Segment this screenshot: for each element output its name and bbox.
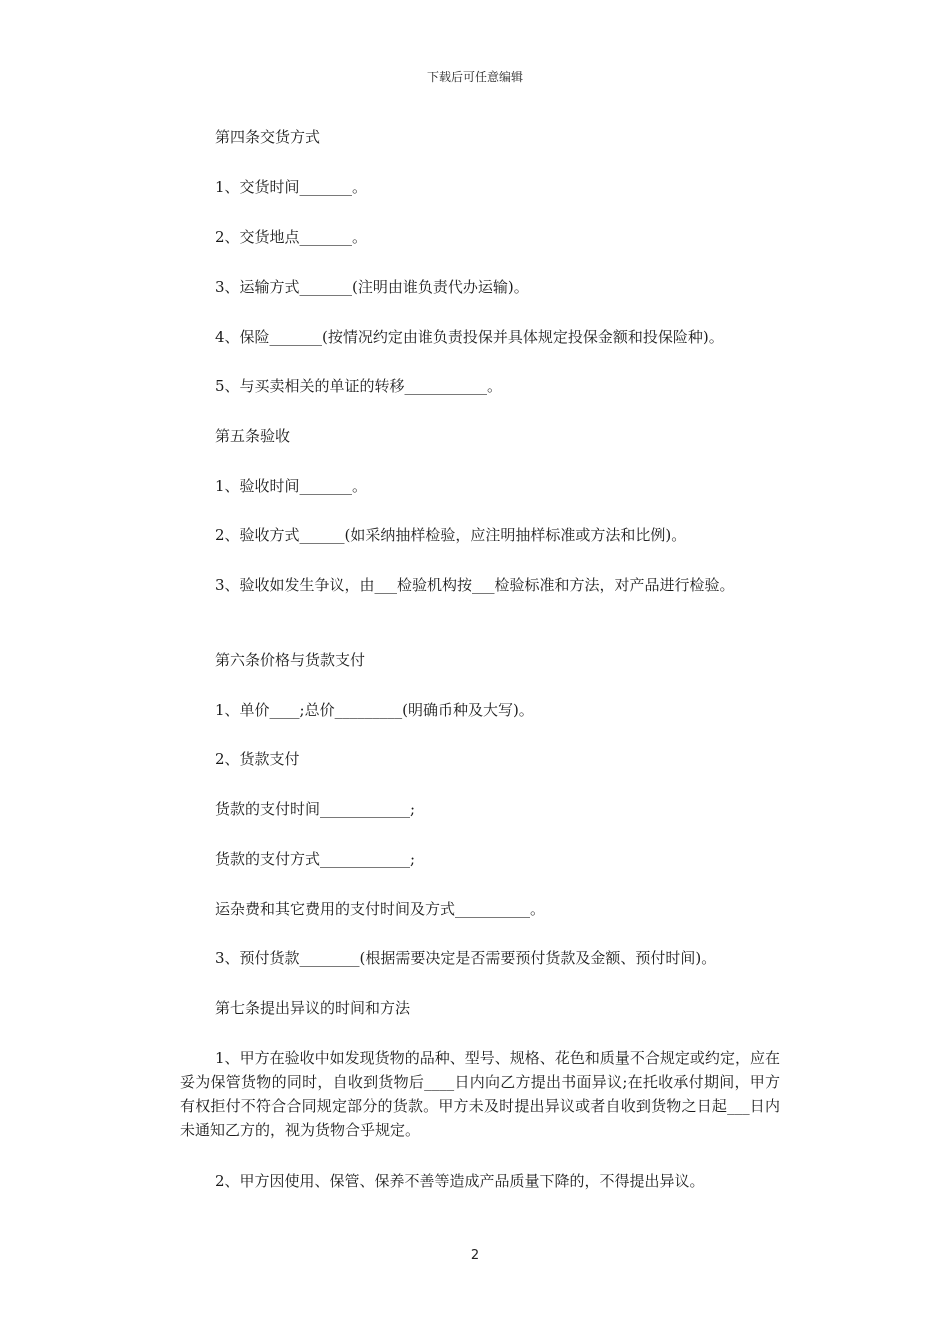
article-5-item-3: 3、验收如发生争议，由___检验机构按___检验标准和方法，对产品进行检验。 xyxy=(215,576,735,594)
article-4-item-1: 1、交货时间_______。 xyxy=(215,178,368,196)
page-number: 2 xyxy=(470,1248,480,1263)
article-4-item-2: 2、交货地点_______。 xyxy=(215,228,368,246)
article-4-item-3: 3、运输方式_______(注明由谁负责代办运输)。 xyxy=(215,278,529,296)
article-6-item-2: 2、货款支付 xyxy=(215,750,300,768)
article-7-item-1: 1、甲方在验收中如发现货物的品种、型号、规格、花色和质量不合规定或约定，应在妥为保管货物的同时，自收到货物后____日内向乙方提出书面异议;在托收承付期间，甲方有权拒付不符合合同规定部分的货款。甲方未及时提出异议或者自收到货物之日起___日内未通知乙方的，视为货物合乎规定。 xyxy=(180,1049,780,1139)
article-4-title: 第四条交货方式 xyxy=(215,128,321,146)
article-4-item-4: 4、保险_______(按情况约定由谁负责投保并具体规定投保金额和投保险种)。 xyxy=(215,328,724,346)
article-6-item-2a: 货款的支付时间____________; xyxy=(215,800,416,818)
article-6-item-1: 1、单价____;总价_________(明确币种及大写)。 xyxy=(215,701,534,719)
article-7-title: 第七条提出异议的时间和方法 xyxy=(215,999,411,1017)
article-6-item-3: 3、预付货款________(根据需要决定是否需要预付货款及金额、预付时间)。 xyxy=(215,949,717,967)
article-5-item-2: 2、验收方式______(如采纳抽样检验，应注明抽样标准或方法和比例)。 xyxy=(215,526,687,544)
article-5-title: 第五条验收 xyxy=(215,427,291,445)
page-header: 下载后可任意编辑 xyxy=(426,70,523,84)
article-6-item-2b: 货款的支付方式____________; xyxy=(215,850,416,868)
article-6-item-2c: 运杂费和其它费用的支付时间及方式__________。 xyxy=(215,900,546,918)
article-7-item-2: 2、甲方因使用、保管、保养不善等造成产品质量下降的，不得提出异议。 xyxy=(215,1172,705,1190)
article-5-item-1: 1、验收时间_______。 xyxy=(215,477,368,495)
article-6-title: 第六条价格与货款支付 xyxy=(215,651,366,669)
article-4-item-5: 5、与买卖相关的单证的转移___________。 xyxy=(215,377,503,395)
